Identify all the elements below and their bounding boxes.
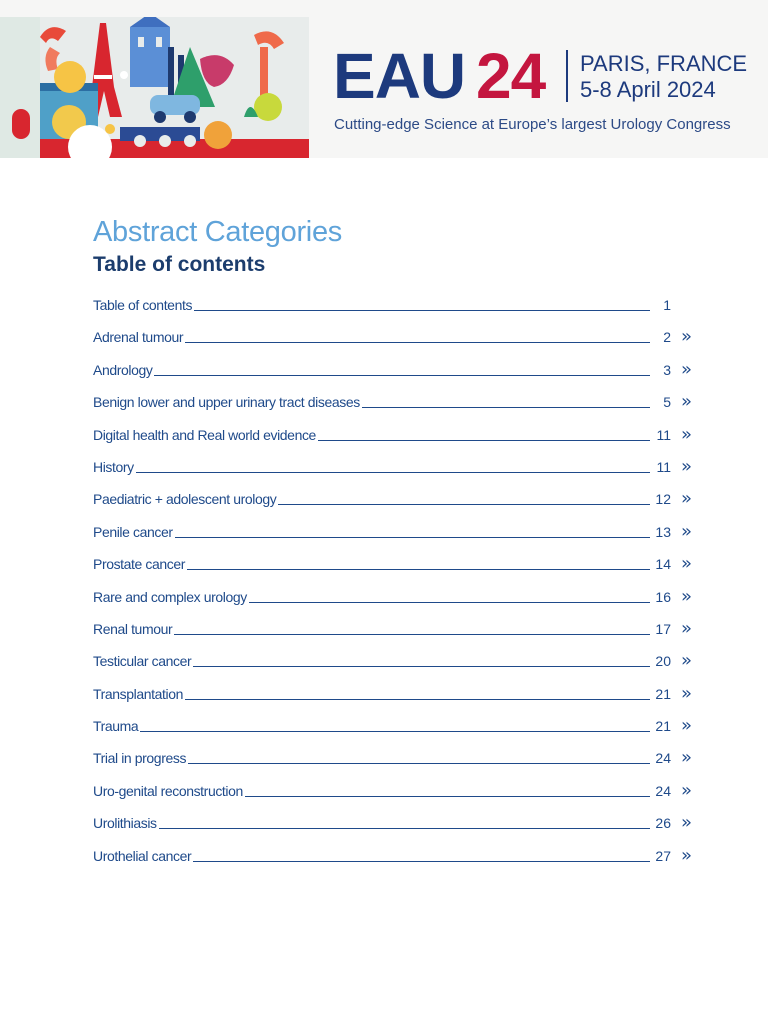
toc-entry-label: Rare and complex urology [93,588,247,605]
toc-dot-leader [278,503,650,505]
toc-entry-link[interactable] [93,355,671,381]
toc-row [93,582,703,614]
toc-row [93,322,703,354]
toc-entry-label: Andrology [93,361,153,378]
toc-entry-link[interactable] [93,387,671,413]
toc-entry-page-number: 12 [655,491,671,508]
toc-row [93,646,703,678]
toc-dot-leader [249,601,650,603]
toc-entry-page-number: 1 [663,297,671,313]
toc-entry-link[interactable] [93,679,671,705]
toc-row [93,776,703,808]
toc-entry-page-number: 3 [663,361,671,378]
toc-chevron-right-icon[interactable]: » [681,844,693,866]
toc-entry-label: Table of contents [93,297,193,313]
toc-entry-link[interactable] [93,484,671,510]
toc-entry-page-number: 24 [655,782,671,799]
toc-row [93,614,703,646]
toc-dot-leader [140,730,650,732]
toc-entry-label: Uro-genital reconstruction [93,782,243,799]
toc-chevron-right-icon[interactable]: » [681,585,693,607]
toc-entry-page-number: 5 [663,394,671,411]
logo-divider [566,50,568,102]
toc-entry-label: Trial in progress [93,750,187,767]
toc-entry-page-number: 20 [655,653,671,670]
toc-dot-leader [193,665,650,667]
toc-entry-page-number: 17 [655,620,671,637]
toc-entry-label: Trauma [93,718,139,735]
toc-row [93,679,703,711]
toc-entry-link[interactable] [93,582,671,608]
toc-entry-page-number: 26 [655,815,671,832]
toc-entry-label: Testicular cancer [93,653,192,670]
toc-chevron-right-icon[interactable]: » [681,488,693,510]
toc-dot-leader [175,536,650,538]
toc-dot-leader [185,698,650,700]
congress-location: PARIS, FRANCE [580,51,748,76]
toc-entry-link[interactable] [93,743,671,769]
toc-row [93,420,703,452]
toc-entry-label: Digital health and Real world evidence [93,426,316,443]
toc-dot-leader [187,568,650,570]
toc-entry-label: Renal tumour [93,620,173,637]
toc-entry-label: Penile cancer [93,523,173,540]
toc-entry-label: History [93,458,134,475]
toc-row [93,452,703,484]
toc-chevron-right-icon[interactable]: » [681,520,693,542]
toc-chevron-right-icon[interactable]: » [681,326,693,348]
paris-illustration-banner [0,17,309,158]
toc-entry-label: Urolithiasis [93,815,157,832]
toc-chevron-right-icon[interactable]: » [681,391,693,413]
toc-entry-label: Adrenal tumour [93,329,184,346]
toc-entry-page-number: 24 [655,750,671,767]
toc-entry-link[interactable] [93,646,671,672]
congress-tagline: Cutting-edge Science at Europe’s largest Urology Congress [334,116,731,133]
toc-chevron-right-icon[interactable]: » [681,455,693,477]
toc-row [93,355,703,387]
congress-dates: 5-8 April 2024 [580,77,716,102]
toc-entry-link[interactable] [93,614,671,640]
toc-entry-link[interactable] [93,420,671,446]
toc-entry-label: Transplantation [93,685,183,702]
toc-row [93,387,703,419]
toc-entry-page-number: 14 [655,556,671,573]
toc-entry-link[interactable] [93,452,671,478]
toc-entry-link[interactable] [93,841,671,867]
toc-entry-label: Urothelial cancer [93,847,192,864]
toc-entry-link[interactable] [93,290,671,316]
toc-entry-page-number: 21 [655,685,671,702]
toc-dot-leader [159,827,650,829]
toc-chevron-right-icon[interactable]: » [681,553,693,575]
toc-entry-page-number: 11 [656,458,671,475]
toc-dot-leader [245,795,650,797]
toc-entry-link[interactable] [93,776,671,802]
toc-entry-link[interactable] [93,711,671,737]
toc-entry-page-number: 11 [656,426,671,443]
page-title: Abstract Categories [93,216,342,248]
toc-entry-link[interactable] [93,322,671,348]
toc-dot-leader [193,860,650,862]
toc-entry-page-number: 13 [655,523,671,540]
toc-dot-leader [185,341,650,343]
toc-dot-leader [188,762,650,764]
toc-entry-page-number: 27 [655,847,671,864]
toc-entry-link[interactable] [93,808,671,834]
logo-eau-text: EAU [333,40,466,112]
toc-chevron-right-icon[interactable]: » [681,358,693,380]
toc-chevron-right-icon[interactable]: » [681,812,693,834]
toc-row [93,290,703,322]
toc-chevron-right-icon[interactable]: » [681,682,693,704]
toc-chevron-right-icon[interactable]: » [681,779,693,801]
toc-dot-leader [318,439,650,441]
toc-chevron-right-icon[interactable]: » [681,747,693,769]
toc-entry-page-number: 21 [655,718,671,735]
toc-dot-leader [194,309,650,311]
toc-entry-label: Paediatric + adolescent urology [93,491,277,508]
toc-entry-label: Benign lower and upper urinary tract diseases [93,394,360,411]
logo-year-text: 24 [476,40,546,112]
toc-chevron-right-icon[interactable]: » [681,650,693,672]
toc-chevron-right-icon[interactable]: » [681,423,693,445]
paris-illustration [0,17,309,158]
toc-entry-link[interactable] [93,517,671,543]
toc-dot-leader [362,406,650,408]
toc-entry-label: Prostate cancer [93,556,186,573]
congress-header [0,0,768,158]
toc-entry-page-number: 2 [663,329,671,346]
toc-row [93,808,703,840]
toc-entry-link[interactable] [93,549,671,575]
toc-dot-leader [136,471,650,473]
table-of-contents [93,290,703,873]
toc-row [93,484,703,516]
toc-row [93,711,703,743]
toc-entry-page-number: 16 [655,588,671,605]
toc-row [93,743,703,775]
toc-dot-leader [154,374,650,376]
page-subtitle: Table of contents [93,253,266,276]
toc-row [93,841,703,873]
toc-dot-leader [174,633,650,635]
toc-row [93,549,703,581]
toc-row [93,517,703,549]
toc-chevron-right-icon[interactable]: » [681,617,693,639]
toc-chevron-right-icon[interactable]: » [681,715,693,737]
